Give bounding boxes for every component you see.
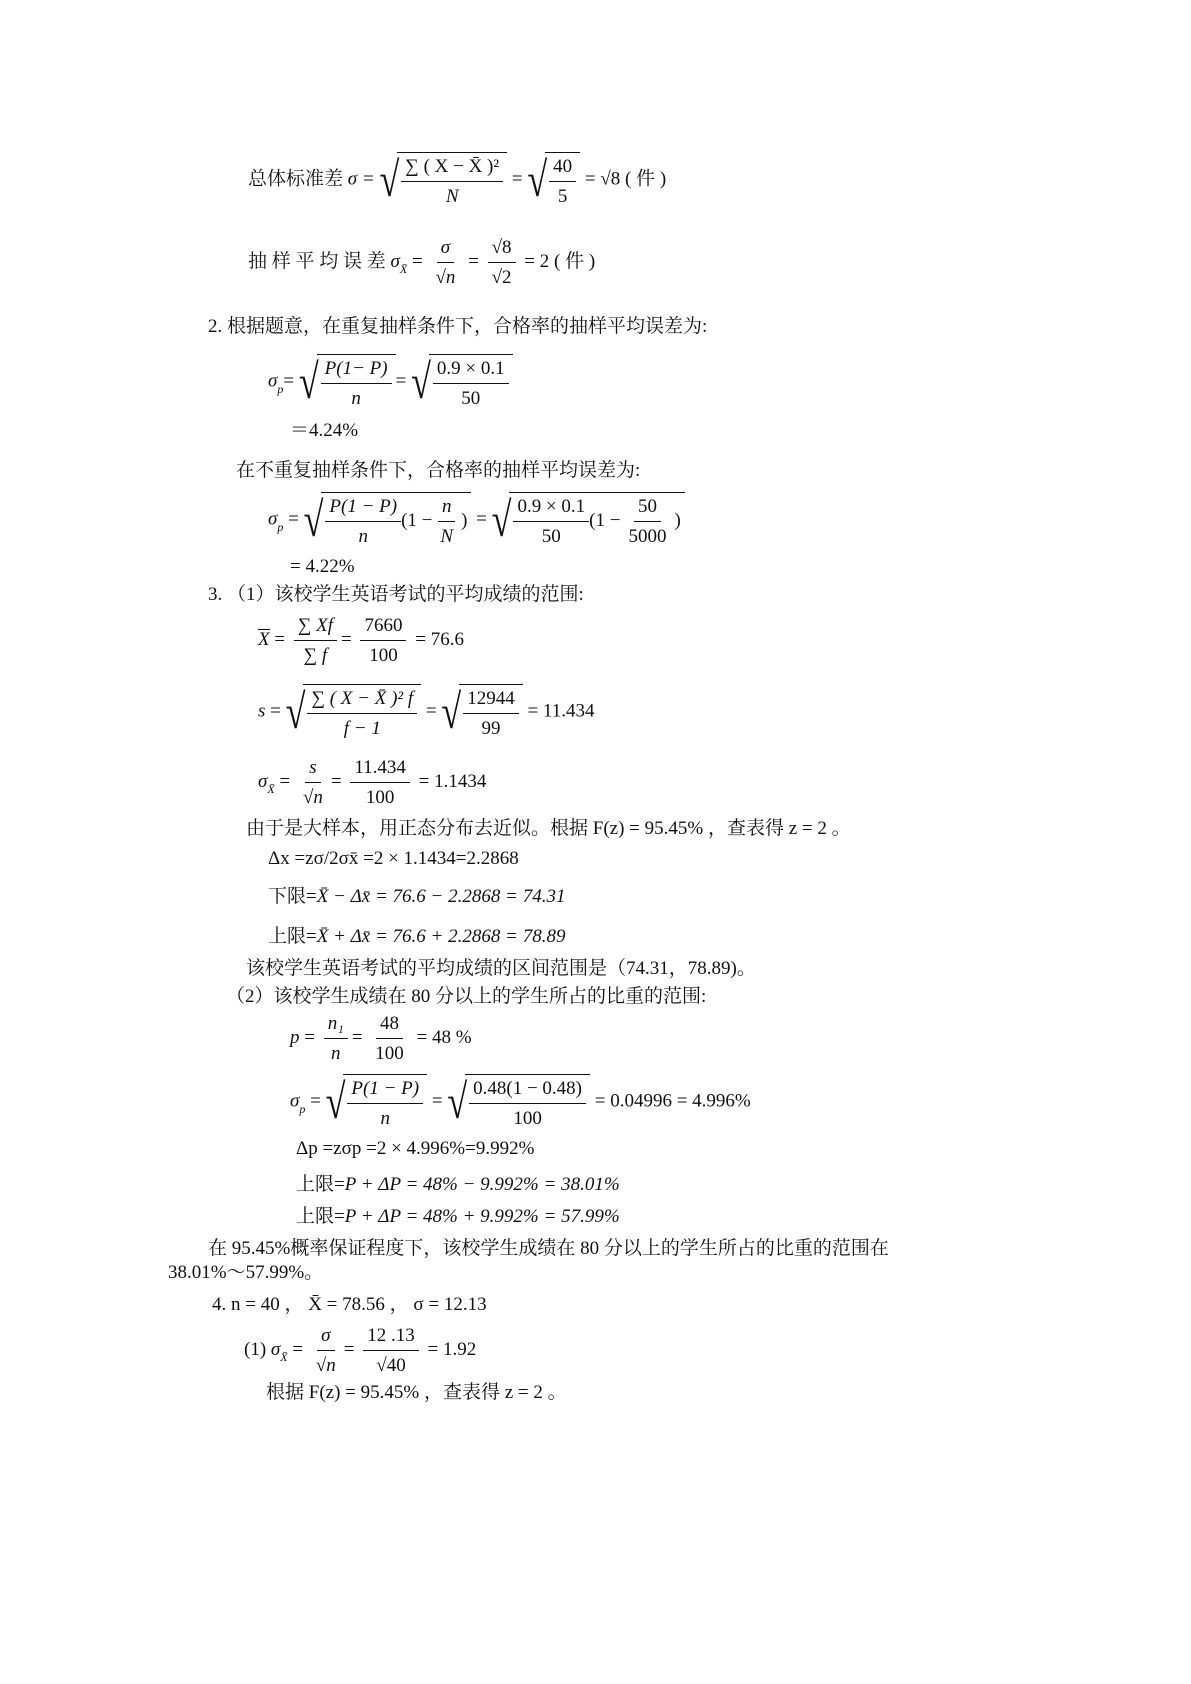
formula-population-sd: 总体标准差 σ = √ $\frac{\text{∑ ( X − X̄ )²}}{N}$ = √ $\frac{40}{5}$ = √8 ( 件 ) — [248, 153, 667, 208]
formula-p-repeat: $\sigma_p=$ √ $\frac{P(1- P)}{n}$ = √ $\frac{0.9 \times 0.1}{50}$ — [268, 354, 513, 411]
result-repeat: ＝4.24% — [290, 420, 359, 441]
num: 40 — [549, 155, 576, 182]
sqrt-2: √ $\frac{40}{5}$ — [527, 152, 580, 209]
fraction: $\frac{√8}{√2}$ — [488, 236, 516, 290]
fraction: $\frac{\sigma}{√n}$ — [435, 237, 456, 288]
formula-sample-sd: s = √ $\frac{\text{∑ ( X − X̄ )² f}}{f - 1}$ = √ $\frac{12944}{99}$ = 11.434 — [258, 685, 595, 740]
result-nonrepeat: = 4.22% — [290, 556, 355, 577]
formula-sigma-xbar: $\sigma_{X̄}$ = $\frac{s}{√n}$ = $\frac{11.434}{100}$ = 1.1434 — [258, 757, 487, 808]
upper-limit: 上限=X̄ + Δx̄ = 76.6 + 2.2868 = 78.89 — [268, 926, 566, 947]
result: = √8 ( 件 ) — [584, 168, 667, 190]
formula-sigma-p: $\sigma_p$ = √ $\frac{P(1 - P)}{n}$ = √ $\frac{0.48(1 - 0.48)}{100}$ = 0.04996 = 4.996% — [290, 1075, 751, 1130]
den: 5 — [557, 185, 568, 207]
limit-a: 上限=P + ΔP = 48% − 9.992% = 38.01% — [296, 1174, 620, 1195]
sigma-eq: σ = — [347, 168, 375, 190]
formula-p-nonrepeat: $\sigma_p$ = √ $\frac{P(1 - P)}{n}$ (1 − $\frac{n}{N}$ ) = √ $\frac{0.9 \times 0.1}{50}$ (1 − $\frac{50}{5000}$ ) — [268, 492, 685, 549]
label-sampling-error: 抽 样 平 均 误 差 — [248, 251, 386, 273]
delta-x: Δx =zσ/2σx̄ =2 × 1.1434=2.2868 — [268, 848, 519, 869]
formula-p: p = $\frac{\text{n₁}}{n}$ = $\frac{48}{100}$ = 48 % — [290, 1013, 472, 1064]
section-2-heading: 2. 根据题意，在重复抽样条件下，合格率的抽样平均误差为: — [208, 316, 708, 337]
den: N — [445, 185, 459, 207]
section-3-2-heading: （2）该校学生成绩在 80 分以上的学生所占的比重的范围: — [226, 986, 707, 1007]
table-lookup-note: 根据 F(z) = 95.45% ，查表得 z = 2 。 — [266, 1382, 567, 1403]
non-repeat-heading: 在不重复抽样条件下，合格率的抽样平均误差为: — [236, 460, 641, 481]
sqrt-1: √ $\frac{\text{∑ ( X − X̄ )²}}{N}$ — [379, 152, 507, 209]
limit-b: 上限=P + ΔP = 48% + 9.992% = 57.99% — [296, 1206, 620, 1227]
section-4-heading: 4. n = 40 ， X̄ = 78.56 ， σ = 12.13 — [212, 1294, 487, 1315]
delta-p: Δp =zσp =2 × 4.996%=9.992% — [296, 1138, 535, 1159]
formula-sampling-error: 抽 样 平 均 误 差 $\sigma_{X̄}$ = $\frac{\sigma}{√n}$ = $\frac{√8}{√2}$ = 2 ( 件 ) — [248, 237, 596, 288]
conclusion-line-1: 在 95.45%概率保证程度下，该校学生成绩在 80 分以上的学生所占的比重的范围在 — [208, 1238, 889, 1259]
conclusion-line-2: 38.01%～57.99%。 — [168, 1262, 324, 1283]
mean-interval: 该校学生英语考试的平均成绩的区间范围是（74.31，78.89)。 — [246, 958, 756, 979]
lower-limit: 下限=X̄ − Δx̄ = 76.6 − 2.2868 = 74.31 — [268, 886, 566, 907]
formula-4-1: (1) $\sigma_{X̄}$ = $\frac{\sigma}{√n}$ = $\frac{12 .13}{√40}$ = 1.92 — [244, 1325, 477, 1376]
label-population-sd: 总体标准差 — [248, 168, 344, 190]
large-sample-note: 由于是大样本，用正态分布去近似。根据 F(z) = 95.45% ，查表得 z = 2 。 — [246, 818, 851, 839]
section-3-heading: 3. （1）该校学生英语考试的平均成绩的范围: — [208, 584, 584, 605]
formula-mean: X = $\frac{\sum Xf}{\sum f}$ = $\frac{7660}{100}$ = 76.6 — [258, 615, 464, 666]
num: ∑ ( X − X̄ )² — [401, 155, 503, 182]
